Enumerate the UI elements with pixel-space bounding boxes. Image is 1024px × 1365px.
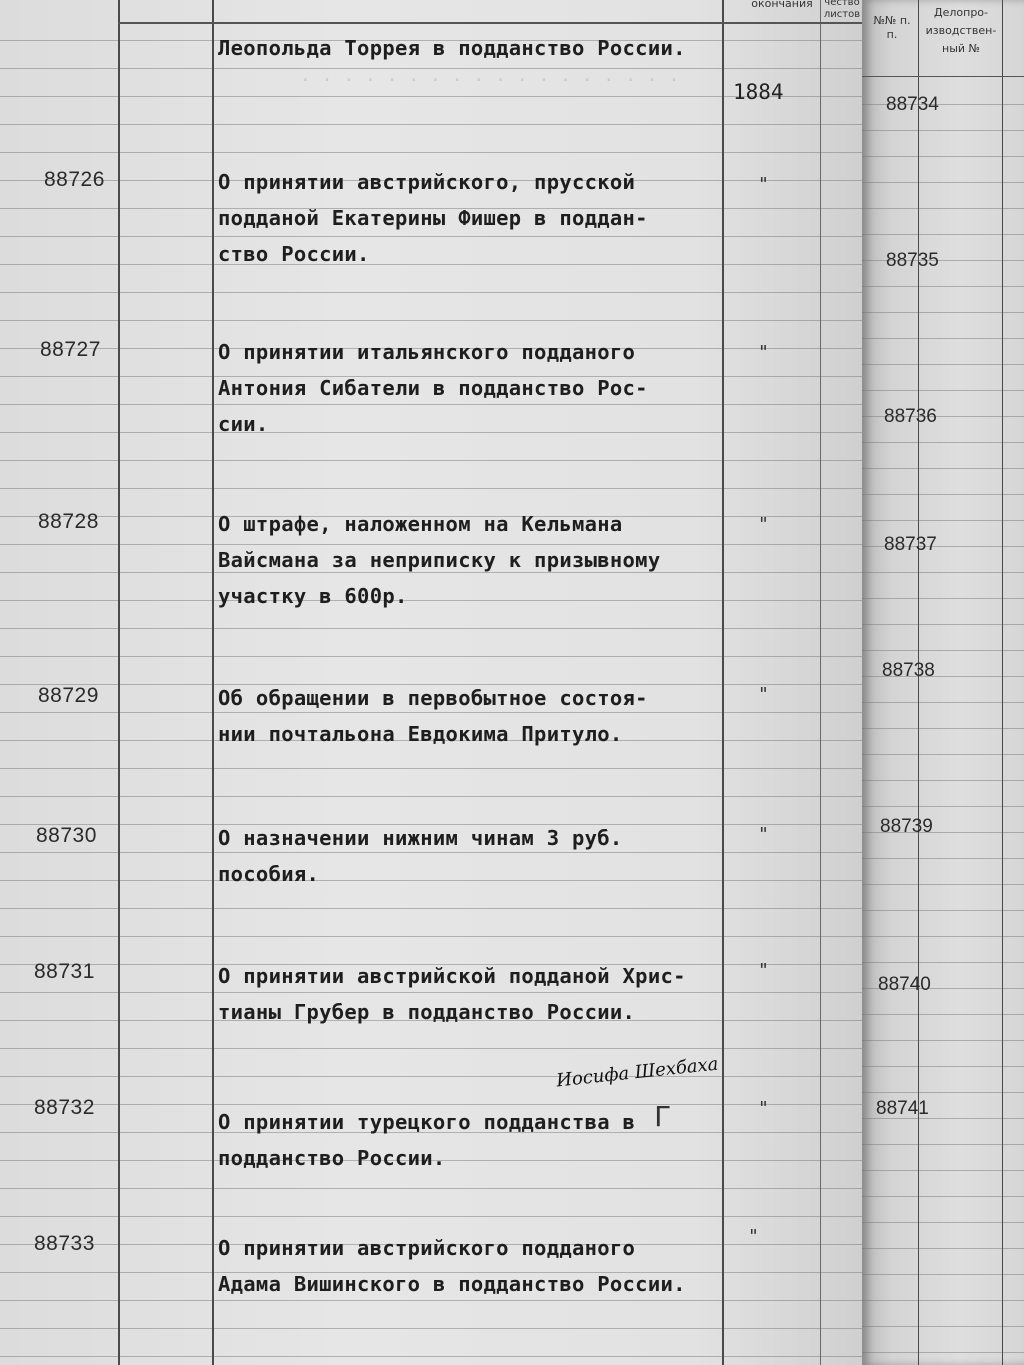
- header-sheets: чество листов: [823, 0, 861, 20]
- header-case-number: Делопро- изводствен- ный №: [925, 6, 997, 55]
- header-end-date: окончания: [751, 0, 813, 10]
- entry-number: 88727: [40, 338, 101, 361]
- ruled-line: [0, 1076, 868, 1077]
- right-page-number: 88734: [886, 94, 939, 115]
- right-page-number: 88735: [886, 250, 939, 271]
- ruled-line: [862, 910, 1024, 911]
- ruled-line: [862, 624, 1024, 625]
- ruled-line: [0, 460, 868, 461]
- ruled-line: [0, 292, 868, 293]
- entry-title: О принятии австрийского, прусской подданой Екатерины Фишер в поддан- ство России.: [218, 170, 648, 266]
- continuation-year: 1884: [733, 80, 784, 104]
- ruled-line: [862, 1066, 1024, 1067]
- header-number: №№ п. п.: [873, 14, 911, 41]
- entry-title: О принятии австрийской подданой Хрис- тианы Грубер в подданство России.: [218, 964, 686, 1024]
- ruled-line: [862, 1144, 1024, 1145]
- entry-title: О штрафе, наложенном на Кельмана Вайсмана за неприписку к призывному участку в 600р.: [218, 512, 661, 608]
- ruled-line: [862, 468, 1024, 469]
- entry-number: 88729: [38, 684, 99, 707]
- bleed-through-text: · · · · · · · · · · · · · · · · · ·: [300, 70, 680, 91]
- ruled-line: [0, 320, 868, 321]
- column-line-1: [118, 0, 120, 1365]
- entry-number: 88732: [34, 1096, 95, 1119]
- ruled-line: [862, 1248, 1024, 1249]
- ditto-mark: ": [758, 1098, 769, 1119]
- ruled-line: [0, 1216, 868, 1217]
- ruled-line: [862, 1170, 1024, 1171]
- continuation-title: Леопольда Торрея в подданство России.: [218, 36, 686, 60]
- ruled-line: [862, 208, 1024, 209]
- header-rule: [118, 22, 868, 24]
- ditto-mark: ": [748, 1226, 759, 1247]
- ruled-line: [862, 884, 1024, 885]
- entry-number: 88728: [38, 510, 99, 533]
- right-page-number: 88736: [884, 406, 937, 427]
- ruled-line: [0, 768, 868, 769]
- ruled-line: [862, 390, 1024, 391]
- ditto-mark: ": [758, 342, 769, 363]
- ditto-mark: ": [758, 174, 769, 195]
- ruled-line: [0, 936, 868, 937]
- right-column-line-2: [1002, 0, 1003, 1365]
- entry-title: О назначении нижним чинам 3 руб. пособия.: [218, 826, 623, 886]
- right-page-number: 88740: [878, 974, 931, 995]
- column-line-4: [820, 0, 821, 1365]
- ruled-line: [862, 1326, 1024, 1327]
- ruled-line: [862, 754, 1024, 755]
- ruled-line: [862, 182, 1024, 183]
- ruled-line: [862, 806, 1024, 807]
- right-page-number: 88739: [880, 816, 933, 837]
- ruled-line: [0, 488, 868, 489]
- entry-number: 88733: [34, 1232, 95, 1255]
- ruled-line: [0, 1356, 868, 1357]
- ruled-line: [0, 1188, 868, 1189]
- ruled-line: [862, 1092, 1024, 1093]
- entry-number: 88730: [36, 824, 97, 847]
- right-page: [862, 0, 1024, 1365]
- ditto-mark: ": [758, 514, 769, 535]
- right-page-number: 88737: [884, 534, 937, 555]
- entry-title: О принятии итальянского подданого Антония Сибатели в подданство Рос- сии.: [218, 340, 648, 436]
- ruled-line: [862, 1222, 1024, 1223]
- ruled-line: [0, 68, 868, 69]
- ruled-line: [862, 130, 1024, 131]
- ruled-line: [0, 1048, 868, 1049]
- ruled-line: [862, 442, 1024, 443]
- entry-title: Об обращении в первобытное состоя- нии почтальона Евдокима Притуло.: [218, 686, 648, 746]
- right-page-number: 88741: [876, 1098, 929, 1119]
- ruled-line: [0, 124, 868, 125]
- ruled-line: [862, 494, 1024, 495]
- ruled-line: [0, 796, 868, 797]
- ruled-line: [862, 962, 1024, 963]
- ruled-line: [0, 152, 868, 153]
- ruled-line: [862, 650, 1024, 651]
- ditto-mark: ": [758, 960, 769, 981]
- entry-number: 88731: [34, 960, 95, 983]
- ruled-line: [862, 1300, 1024, 1301]
- ruled-line: [862, 234, 1024, 235]
- ditto-mark: ": [758, 684, 769, 705]
- ruled-line: [0, 1328, 868, 1329]
- entry-number: 88726: [44, 168, 105, 191]
- ruled-line: [862, 156, 1024, 157]
- ruled-line: [862, 702, 1024, 703]
- ruled-line: [0, 908, 868, 909]
- ruled-line: [862, 1274, 1024, 1275]
- ruled-line: [862, 936, 1024, 937]
- ruled-line: [862, 858, 1024, 859]
- right-column-line-1: [918, 0, 919, 1365]
- column-line-2: [212, 0, 214, 1365]
- ruled-line: [862, 312, 1024, 313]
- ruled-line: [862, 364, 1024, 365]
- ruled-line: [862, 1014, 1024, 1015]
- ruled-line: [862, 1196, 1024, 1197]
- handwritten-bracket: Г: [654, 1100, 671, 1133]
- ruled-line: [862, 338, 1024, 339]
- handwritten-note: Иосифа Шехбаха: [555, 1053, 720, 1092]
- ruled-line: [862, 598, 1024, 599]
- ruled-line: [862, 780, 1024, 781]
- ruled-line: [0, 656, 868, 657]
- ruled-line: [862, 286, 1024, 287]
- ditto-mark: ": [758, 824, 769, 845]
- ruled-line: [862, 520, 1024, 521]
- right-page-number: 88738: [882, 660, 935, 681]
- ruled-line: [862, 728, 1024, 729]
- entry-title: О принятии турецкого подданства в подданство России.: [218, 1110, 636, 1170]
- ruled-line: [862, 1040, 1024, 1041]
- column-line-3: [722, 0, 724, 1365]
- entry-title: О принятии австрийского подданого Адама Вишинского в подданство России.: [218, 1236, 686, 1296]
- right-header-rule: [862, 76, 1024, 77]
- ruled-line: [0, 628, 868, 629]
- ruled-line: [862, 1352, 1024, 1353]
- ruled-line: [862, 572, 1024, 573]
